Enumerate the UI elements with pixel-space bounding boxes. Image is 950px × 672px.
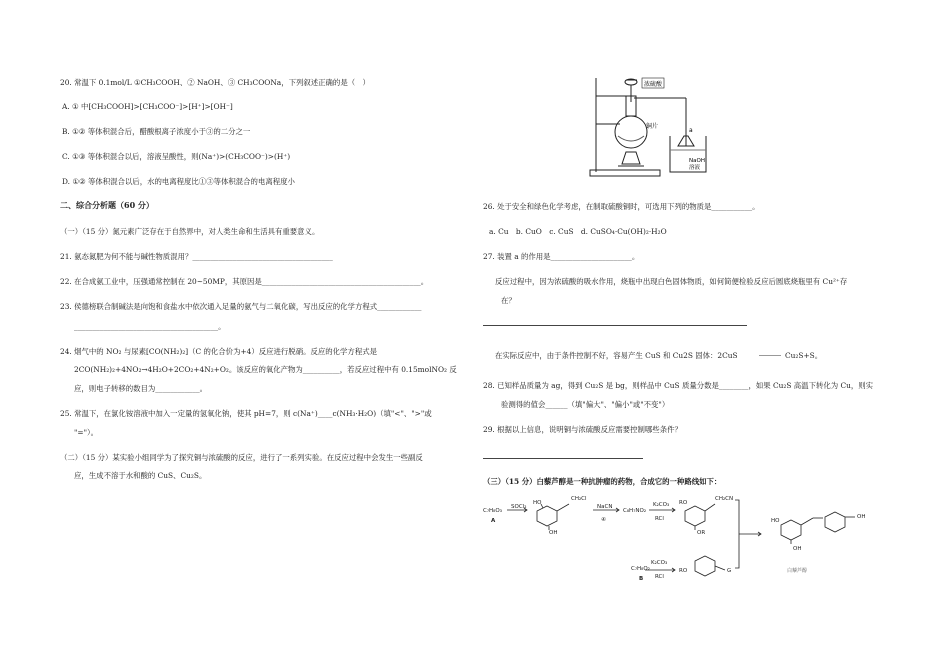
part-2-intro-line2: 应，生成不溶于水和酸的 CuS、Cu₂S。: [74, 471, 207, 480]
question-27: 27. 装置 a 的作用是______________________。: [483, 252, 640, 261]
q20-option-c: C. ①③ 等体积混合以后，溶液呈酸性，则(Na⁺)>(CH₃COO⁻)>(H⁺): [62, 152, 291, 161]
compound-a-formula: C₇H₈O₃: [483, 508, 502, 514]
part-1-intro: （一）（15 分）氮元素广泛存在于自然界中，对人类生命和生活具有重要意义。: [60, 227, 320, 236]
reagent-socl2: SOCl₂: [511, 504, 527, 510]
reaction-arrow: [759, 355, 781, 356]
question-21: 21. 氨态氮肥为何不能与碱性物质混用？______________________________________: [60, 252, 333, 261]
compound-g-label: G: [727, 568, 732, 574]
reagent-k2co3-a: K₂CO₃: [653, 502, 670, 508]
label-oh-2: OH: [793, 546, 802, 552]
part-3-intro: （三）（15 分）白藜芦醇是一种抗肿瘤的药物，合成它的一种路线如下：: [483, 477, 722, 486]
apparatus-label-solution: 溶液: [689, 165, 701, 171]
answer-line-27: [483, 325, 747, 326]
reagent-nacn: NaCN: [597, 504, 613, 510]
label-oh-1: OH: [549, 530, 558, 536]
synthesis-route-diagram: [483, 490, 883, 590]
label-ch2cn: CH₂CN: [715, 496, 734, 502]
question-25-line1: 25. 常温下，在氯化铵溶液中加入一定量的氢氧化钠，使其 pH=7，则 c(Na⁺)____c(NH₃·H₂O)（填"<"、">"或: [60, 409, 432, 418]
q20-option-b: B. ①② 等体积混合后，醋酸根离子浓度小于③的二分之一: [62, 127, 251, 136]
reagent-rcl-b: RCl: [655, 574, 664, 580]
question-28-line1: 28. 已知样品质量为 ag，得到 Cu₂S 是 bg，则样品中 CuS 质量分数是________，如果 Cu₂S 高温下转化为 Cu，则实: [483, 381, 874, 390]
label-ro-1: RO: [679, 500, 688, 506]
answer-line-29: [483, 458, 643, 459]
passage-27-line3: 在实际反应中，由于条件控制不好，容易产生 CuS 和 Cu2S 固体：2CuS: [495, 351, 738, 360]
reagent-rcl-a: RCl: [655, 516, 664, 522]
label-ro-2: RO: [679, 568, 688, 574]
part-2-intro-line1: （二）（15 分）某实验小组同学为了探究铜与浓硫酸的反应，进行了一系列实验。在反应过程中会发生一些副反: [60, 453, 423, 462]
question-24-line3: 应，则电子转移的数目为____________。: [74, 384, 208, 393]
question-26: 26. 处于安全和绿色化学考虑，在制取硫酸铜时，可选用下列的物质是___________。: [483, 202, 760, 211]
reagent-k2co3-b: K₂CO₃: [651, 560, 668, 566]
apparatus-label-naoh: NaOH: [689, 158, 705, 164]
apparatus-label-a: a: [689, 127, 693, 134]
compound-b-formula: C₇H₈O₂: [631, 566, 650, 572]
compound-b-label: B: [639, 576, 644, 582]
label-or-1: OR: [697, 530, 706, 536]
condition-4: ④: [601, 517, 606, 523]
apparatus-diagram: [586, 74, 718, 180]
question-24-line2: 2CO(NH₂)₂+4NO₂→4H₂O+2CO₂+4N₂+O₂。该反应的氧化产物为__________，若反应过程中有 0.15molNO₂ 反: [74, 365, 457, 374]
compound-a-label: A: [491, 518, 496, 524]
passage-27-line4: Cu₂S+S。: [785, 351, 823, 360]
question-22: 22. 在合成氨工业中，压强通常控制在 20~50MP，其原因是___________________________________________。: [60, 277, 429, 286]
question-25-line2: "="）。: [74, 428, 99, 437]
question-26-options: a. Cu b. CuO c. CuS d. CuSO₄·Cu(OH)₂·H₂O: [489, 227, 667, 236]
question-20: 20. 常温下 0.1mol/L ①CH₃COOH、② NaOH、③ CH₃COONa，下列叙述正确的是（ ）: [60, 78, 370, 87]
q20-option-a: A. ① 中[CH₃COOH]>[CH₃COO⁻]>[H⁺]>[OH⁻]: [62, 102, 233, 111]
question-29: 29. 根据以上信息，说明铜与浓硫酸反应需要控制哪些条件？: [483, 425, 682, 434]
label-ho-2: HO: [771, 518, 780, 524]
label-ho-1: HO: [533, 500, 542, 506]
q20-option-d: D. ①② 等体积混合以后，水的电离程度比①③等体积混合的电离程度小: [62, 177, 295, 186]
passage-27-line2: 在？: [501, 296, 516, 305]
apparatus-label-copper: 铜片: [646, 123, 659, 130]
question-23-line1: 23. 侯德榜联合制碱法是向饱和食盐水中依次通入足量的氨气与二氧化碳，写出反应的化学方程式____________: [60, 302, 422, 311]
question-24-line1: 24. 烟气中的 NO₂ 与尿素[CO(NH₂)₂]（C 的化合价为+4）反应进行脱硝。反应的化学方程式是: [60, 347, 377, 356]
passage-27-line1: 反应过程中，因为浓硫酸的吸水作用，烧瓶中出现白色固体物质，如何简便检验反应后圆底烧瓶里有 Cu²⁺存: [495, 277, 848, 286]
intermediate-formula: C₈H₇NO₂: [623, 508, 647, 514]
product-note: 白藜芦醇: [787, 568, 808, 574]
question-23-line2: _______________________________________。: [74, 322, 226, 331]
section-2-heading: 二、综合分析题（60 分）: [60, 200, 154, 210]
label-ch2cl: CH₂Cl: [571, 496, 587, 502]
question-28-line2: 验测得的值会______（填"偏大"、"偏小"或"不变"）: [501, 400, 670, 409]
label-oh-3: OH: [857, 514, 866, 520]
apparatus-label-acid: 浓硫酸: [644, 81, 663, 88]
